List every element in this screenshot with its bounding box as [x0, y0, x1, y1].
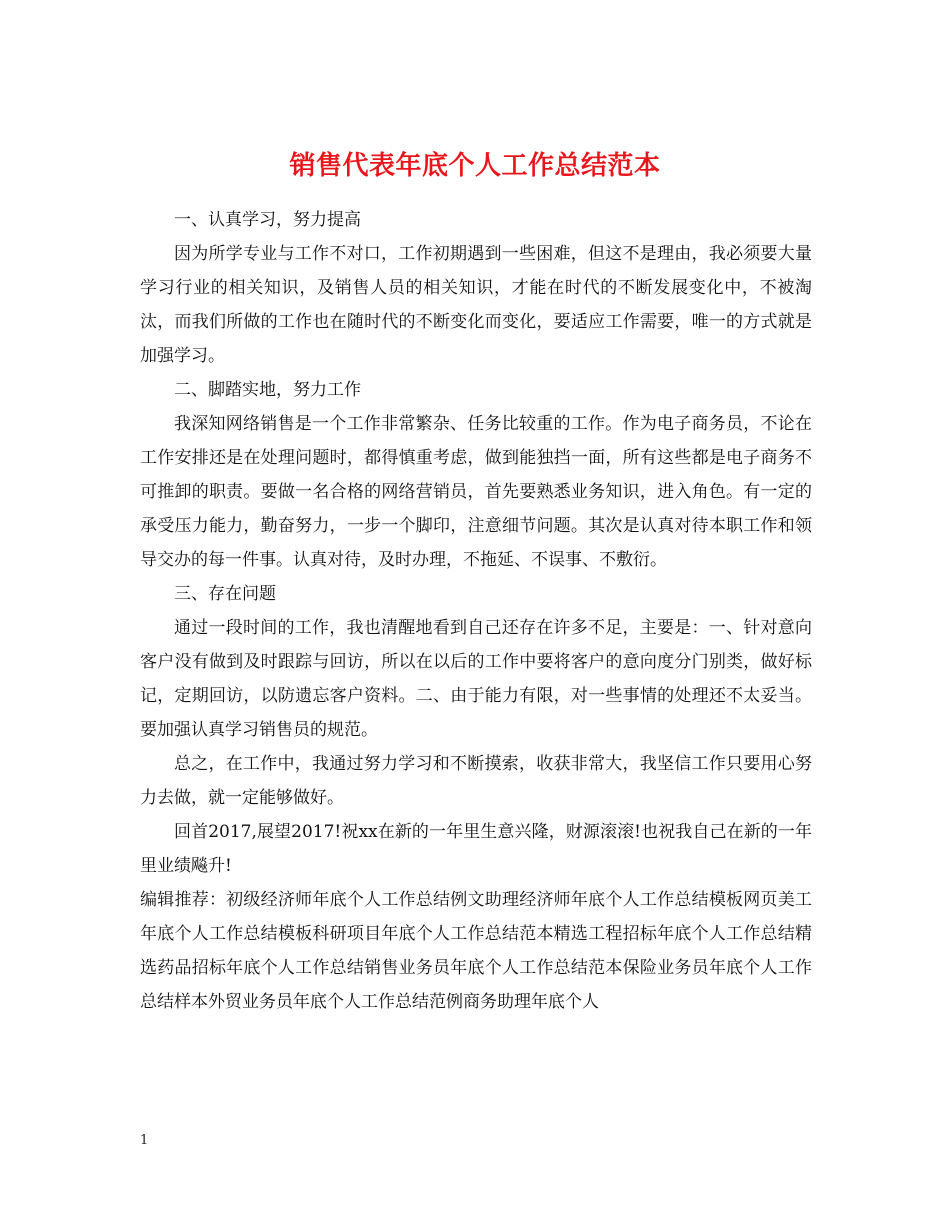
paragraph-study: 因为所学专业与工作不对口，工作初期遇到一些困难，但这不是理由，我必须要大量学习行业的相关知识，及销售人员的相关知识，才能在时代的不断发展变化中，不被淘汰，而我们所做的工作也在随时代的不断变化而变化，要适应工作需要，唯一的方式就是加强学习。 [140, 244, 812, 366]
document-body [140, 203, 812, 1019]
paragraph-work: 我深知网络销售是一个工作非常繁杂、任务比较重的工作。作为电子商务员，不论在工作安排还是在处理问题时，都得慎重考虑，做到能独挡一面，所有这些都是电子商务不可推卸的职责。要做一名合格的网络营销员，首先要熟悉业务知识，进入角色。有一定的承受压力能力，勤奋努力，一步一个脚印，注意细节问题。其次是认真对待本职工作和领导交办的每一件事。认真对待，及时办理，不拖延、不误事、不敷衍。 [140, 414, 812, 570]
paragraph-outlook: 回首2017,展望2017!祝xx在新的一年里生意兴隆，财源滚滚!也祝我自己在新的一年里业绩飚升! [140, 822, 812, 876]
page-number: 1 [140, 1133, 149, 1148]
section-heading-work: 二、脚踏实地，努力工作 [174, 380, 361, 400]
paragraph-summary: 总之，在工作中，我通过努力学习和不断摸索，收获非常大，我坚信工作只要用心努力去做，就一定能够做好。 [140, 754, 812, 808]
section-heading-problems: 三、存在问题 [174, 584, 276, 604]
editor-recommendation: 编辑推荐：初级经济师年底个人工作总结例文助理经济师年底个人工作总结模板网页美工年底个人工作总结模板科研项目年底个人工作总结范本精选工程招标年底个人工作总结精选药品招标年底个人工作总结销售业务员年底个人工作总结范本保险业务员年底个人工作总结样本外贸业务员年底个人工作总结范例商务助理年底个人 [140, 890, 812, 1012]
document-title: 销售代表年底个人工作总结范本 [289, 151, 661, 182]
paragraph-problems: 通过一段时间的工作，我也清醒地看到自己还存在许多不足，主要是：一、针对意向客户没有做到及时跟踪与回访，所以在以后的工作中要将客户的意向度分门别类，做好标记，定期回访，以防遗忘客户资料。二、由于能力有限，对一些事情的处理还不太妥当。要加强认真学习销售员的规范。 [140, 618, 812, 740]
section-heading-study: 一、认真学习，努力提高 [174, 210, 361, 230]
